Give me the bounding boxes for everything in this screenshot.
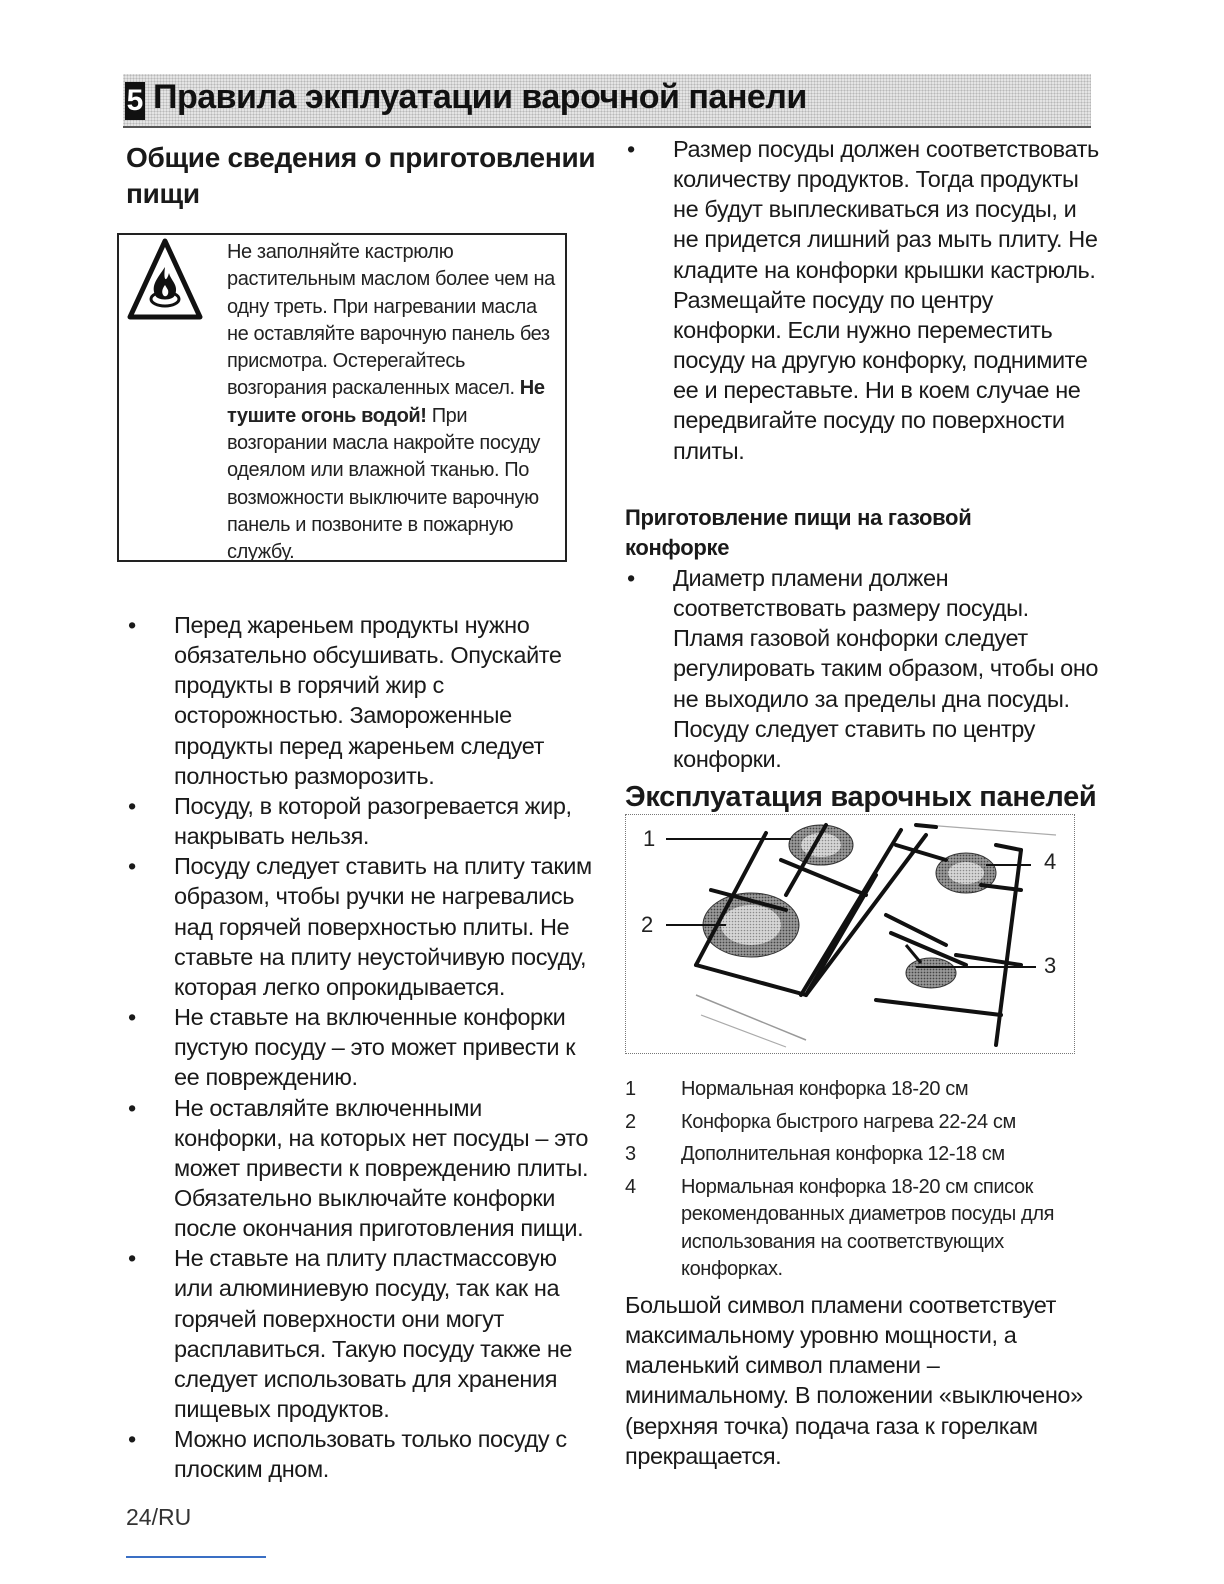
- general-bullet-list: [126, 610, 596, 1485]
- hob-illustration: [626, 815, 1073, 1052]
- list-item: • Не ставьте на плиту пластмассовую или алюминиевую посуду, так как на горячей поверхности они могут расплавиться. Такую посуду также не следует использовать для хранения пищевых продуктов.: [126, 1243, 596, 1424]
- list-item: • Не ставьте на включенные конфорки пустую посуду – это может привести к ее повреждению.: [126, 1002, 596, 1092]
- section-heading-general-line2: пищи: [126, 178, 200, 209]
- chapter-header: [123, 74, 1091, 128]
- footer-divider: [126, 1556, 266, 1558]
- legend-number: 1: [625, 1078, 636, 1100]
- legend-item: [625, 1174, 1095, 1284]
- warning-bold-text: Не тушите огонь водой!: [227, 377, 545, 427]
- general-bullet-list-continued: [625, 134, 1100, 466]
- page-number: 24/RU: [126, 1504, 192, 1530]
- legend-item: [625, 1109, 1095, 1137]
- warning-text: [227, 239, 562, 567]
- legend-item: [625, 1141, 1095, 1169]
- section-heading-gas-line1: Приготовление пищи на газовой: [625, 505, 972, 530]
- legend-text: Нормальная конфорка 18-20 см: [681, 1078, 969, 1100]
- burner-legend: [625, 1076, 1095, 1289]
- section-heading-operation: Эксплуатация варочных панелей: [625, 781, 1097, 813]
- diagram-label-3: 3: [1044, 953, 1057, 978]
- diagram-label-4: 4: [1044, 849, 1057, 874]
- gas-bullet-list: [625, 563, 1100, 774]
- section-heading-gas: [625, 503, 971, 563]
- section-heading-general-line1: Общие сведения о приготовлении: [126, 142, 596, 173]
- diagram-label-2: 2: [641, 912, 654, 937]
- fire-warning-box: [117, 233, 567, 562]
- legend-text: Конфорка быстрого нагрева 22-24 см: [681, 1110, 1016, 1133]
- legend-number: 2: [625, 1110, 636, 1133]
- warning-text-part1: Не заполняйте кастрюлю растительным маслом более чем на одну треть. При нагревании масла не оставляйте варочную панель без присмотра. Остерегайтесь возгорания раскаленных масел.: [227, 241, 555, 400]
- section-heading-gas-line2: конфорке: [625, 535, 730, 560]
- hob-diagram: [625, 814, 1075, 1054]
- warning-text-part2: При возгорании масла накройте посуду одеялом или влажной тканью. По возможности выключите варочную панель и позвоните в пожарную службу.: [227, 404, 540, 564]
- list-item: • Посуду, в которой разогревается жир, накрывать нельзя.: [126, 791, 596, 851]
- diagram-label-1: 1: [643, 826, 656, 851]
- fire-warning-icon: [127, 237, 203, 325]
- chapter-number: 5: [125, 82, 145, 120]
- list-item: • Посуду следует ставить на плиту таким образом, чтобы ручки не нагревались над горячей поверхностью плиты. Не ставьте на плиту неустойчивую посуду, которая легко опрокидывается.: [126, 851, 596, 1002]
- chapter-title: Правила экплуатации варочной панели: [153, 78, 807, 116]
- flame-symbol-paragraph: Большой символ пламени соответствует максимальному уровню мощности, а маленький символ пламени – минимальному. В положении «выключено» (верхняя точка) подача газа к горелкам прекращается.: [625, 1292, 1083, 1469]
- legend-number: 3: [625, 1143, 636, 1165]
- list-item: • Можно использовать только посуду с плоским дном.: [126, 1424, 596, 1484]
- legend-text: Дополнительная конфорка 12-18 см: [681, 1143, 1005, 1165]
- list-item: • Не оставляйте включенными конфорки, на которых нет посуды – это может привести к повреждению плиты. Обязательно выключайте конфорки после окончания приготовления пищи.: [126, 1093, 596, 1244]
- list-item: • Размер посуды должен соответствовать количеству продуктов. Тогда продукты не будут выплескиваться из посуды, и не придется лишний раз мыть плиту. Не кладите на конфорки крышки кастрюль. Размещайте посуду по центру конфорки. Если нужно переместить посуду на другую конфорку, поднимите ее и переставьте. Ни в коем случае не передвигайте посуду по поверхности плиты.: [625, 134, 1100, 466]
- legend-number: 4: [625, 1175, 636, 1198]
- list-item: • Перед жареньем продукты нужно обязательно обсушивать. Опускайте продукты в горячий жир с осторожностью. Замороженные продукты перед жареньем следует полностью разморозить.: [126, 610, 596, 791]
- legend-text: Нормальная конфорка 18-20 см список рекомендованных диаметров посуды для использования на соответствующих конфорках.: [681, 1175, 1055, 1280]
- legend-item: [625, 1076, 1095, 1104]
- list-item: • Диаметр пламени должен соответствовать размеру посуды. Пламя газовой конфорки следует регулировать таким образом, чтобы оно не выходило за пределы дна посуды. Посуду следует ставить по центру конфорки.: [625, 563, 1100, 774]
- section-heading-general: [126, 140, 595, 212]
